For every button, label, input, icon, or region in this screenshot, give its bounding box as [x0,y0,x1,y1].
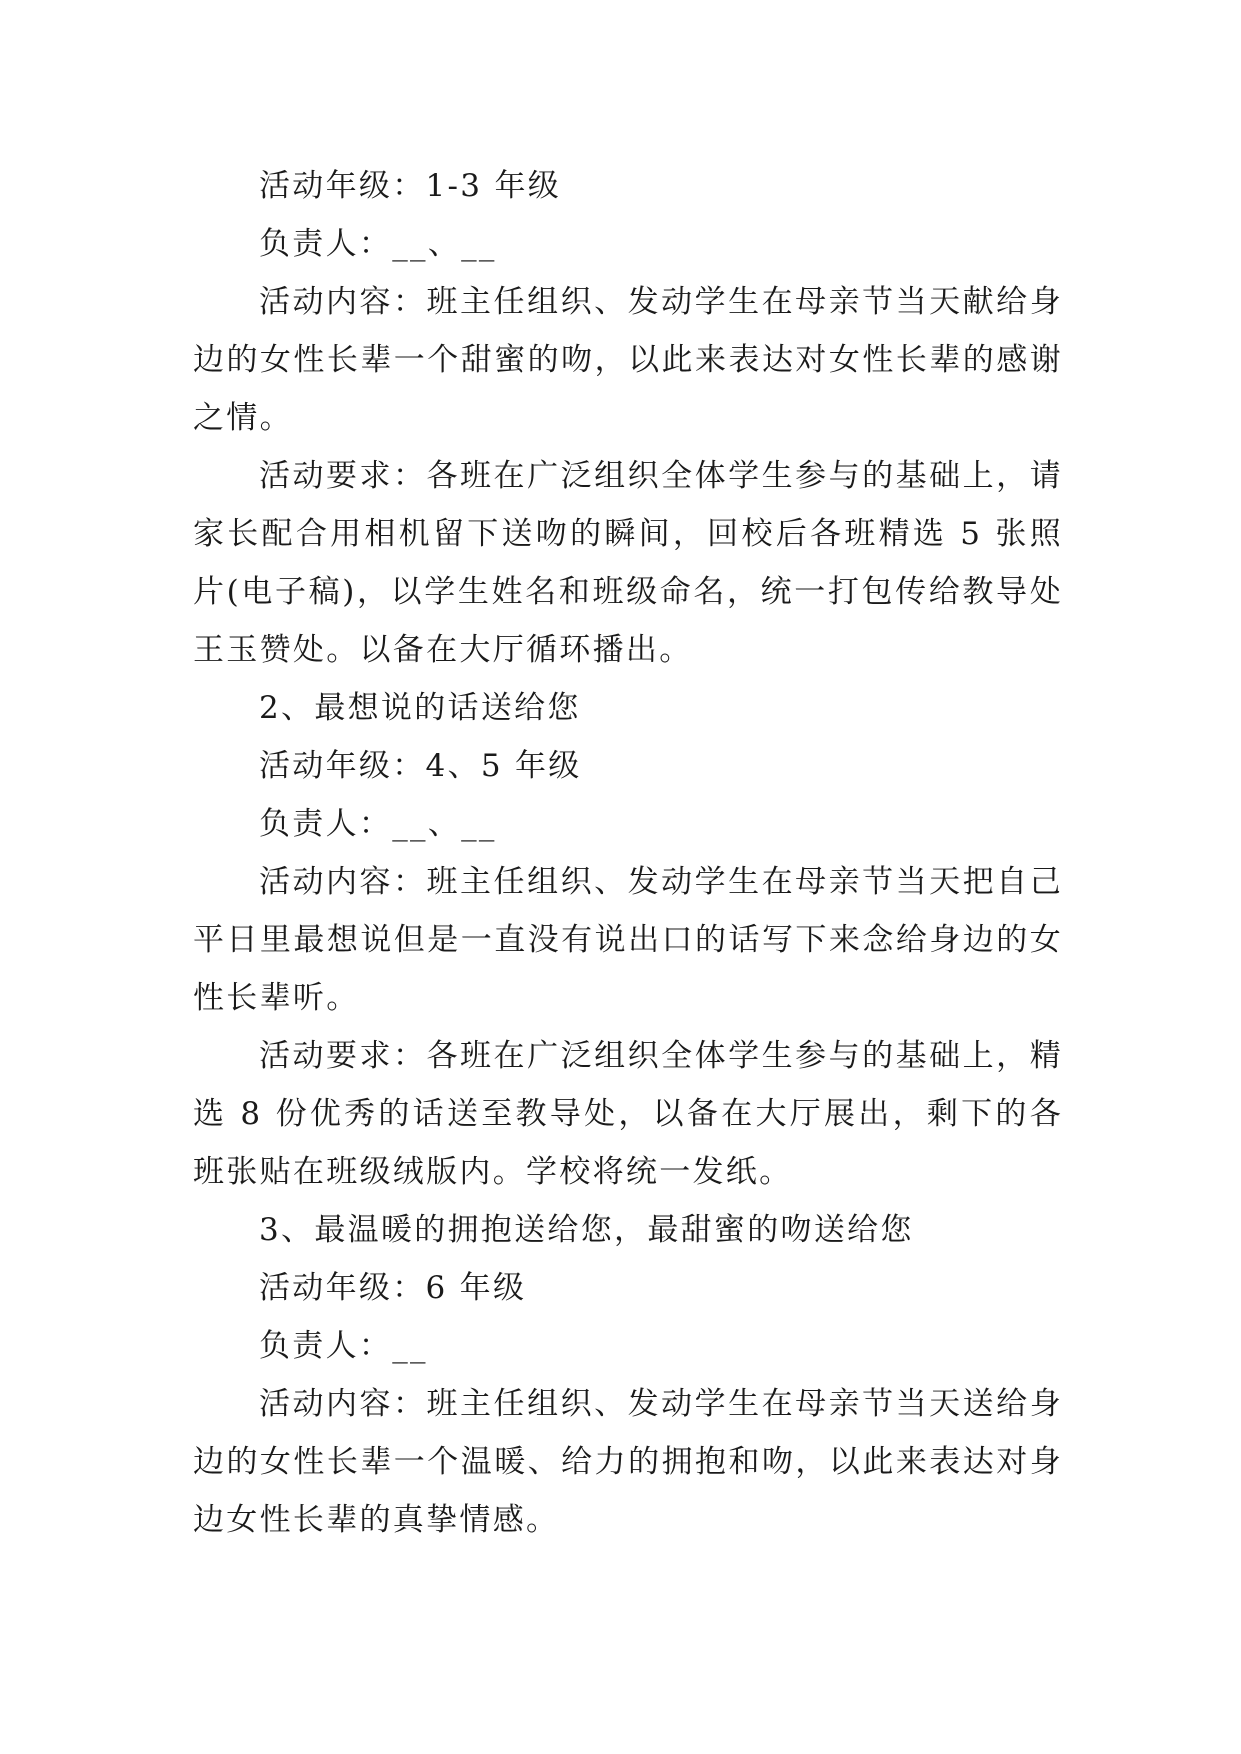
person-in-charge-line-2: 负责人：__、__ [259,806,497,842]
person-in-charge-line-3: 负责人：__ [259,1328,428,1364]
grade-line-2: 活动年级：4、5 年级 [259,748,582,784]
activity-requirement-paragraph-2: 活动要求：各班在广泛组织全体学生参与的基础上，精选 8 份优秀的话送至教导处，以备在大厅展出，剩下的各班张贴在班级绒版内。学校将统一发纸。 [193,1038,1063,1190]
section-heading-3: 3、最温暖的拥抱送给您，最甜蜜的吻送给您 [259,1212,914,1248]
document-body [193,157,1063,1549]
activity-requirement-paragraph-1: 活动要求：各班在广泛组织全体学生参与的基础上，请家长配合用相机留下送吻的瞬间，回校后各班精选 5 张照片(电子稿)，以学生姓名和班级命名，统一打包传给教导处王玉赞处。以备在大厅循环播出。 [193,458,1063,668]
grade-line-1: 活动年级：1-3 年级 [259,168,562,204]
section-heading-2: 2、最想说的话送给您 [259,690,581,726]
activity-content-paragraph-3: 活动内容：班主任组织、发动学生在母亲节当天送给身边的女性长辈一个温暖、给力的拥抱和吻，以此来表达对身边女性长辈的真挚情感。 [193,1386,1063,1538]
grade-line-3: 活动年级：6 年级 [259,1270,527,1306]
activity-content-paragraph-1: 活动内容：班主任组织、发动学生在母亲节当天献给身边的女性长辈一个甜蜜的吻，以此来表达对女性长辈的感谢之情。 [193,284,1063,436]
activity-content-paragraph-2: 活动内容：班主任组织、发动学生在母亲节当天把自己平日里最想说但是一直没有说出口的话写下来念给身边的女性长辈听。 [193,864,1063,1016]
person-in-charge-line-1: 负责人：__、__ [259,226,497,262]
